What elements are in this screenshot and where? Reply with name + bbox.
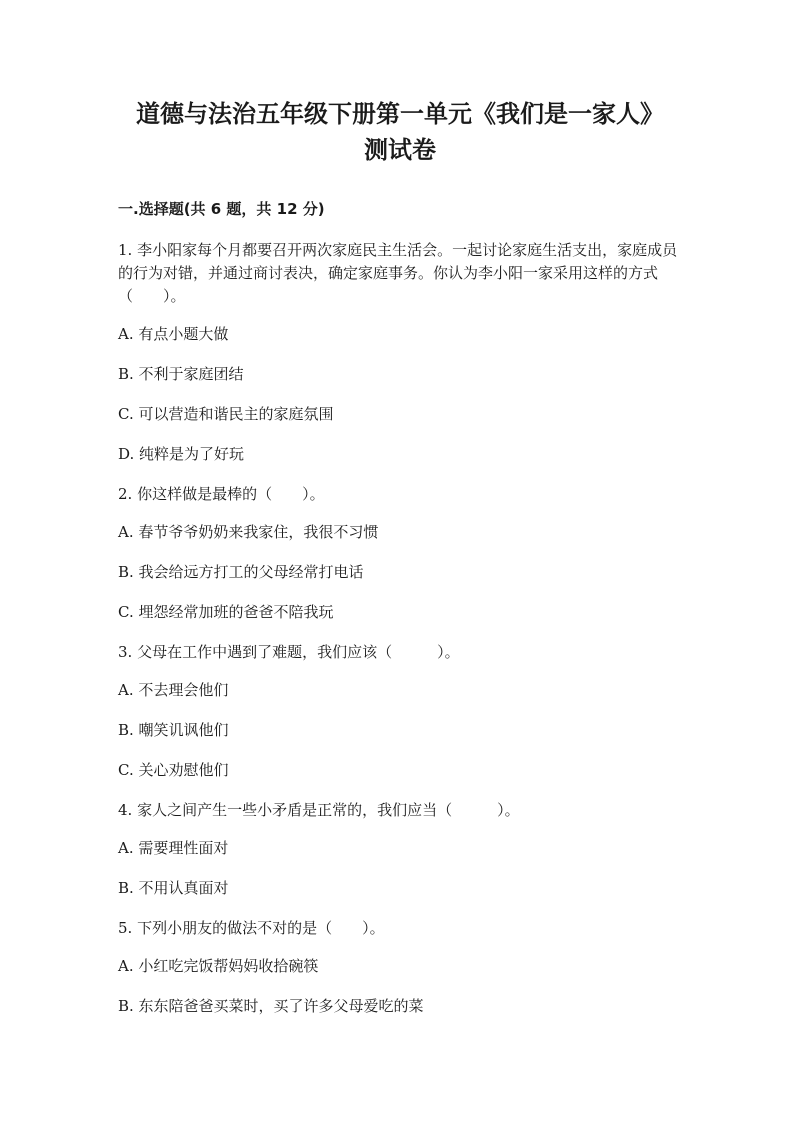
question-block-1 [118,239,682,466]
answer-option: B. 不利于家庭团结 [118,365,244,383]
question-stem: 3. 父母在工作中遇到了难题，我们应该（ ）。 [118,643,460,661]
answer-option: B. 嘲笑讥讽他们 [118,721,229,739]
answer-option: A. 春节爷爷奶奶来我家住，我很不习惯 [118,523,379,541]
title-line-2: 测试卷 [364,136,436,164]
answer-option: B. 我会给远方打工的父母经常打电话 [118,563,364,581]
answer-option: C. 可以营造和谐民主的家庭氛围 [118,405,334,423]
question-block-2 [118,483,682,624]
title-line-1: 道德与法治五年级下册第一单元《我们是一家人》 [136,100,664,128]
answer-option: D. 纯粹是为了好玩 [118,445,245,463]
question-block-5 [118,917,682,1018]
answer-option: B. 不用认真面对 [118,879,229,897]
answer-option: C. 埋怨经常加班的爸爸不陪我玩 [118,603,334,621]
question-stem: 5. 下列小朋友的做法不对的是（ ）。 [118,919,385,937]
answer-option: A. 不去理会他们 [118,681,229,699]
answer-option: B. 东东陪爸爸买菜时，买了许多父母爱吃的菜 [118,997,424,1015]
answer-option: C. 关心劝慰他们 [118,761,229,779]
question-block-3 [118,641,682,782]
question-stem: 2. 你这样做是最棒的（ ）。 [118,485,325,503]
answer-option: A. 小红吃完饭帮妈妈收拾碗筷 [118,957,319,975]
answer-option: A. 需要理性面对 [118,839,229,857]
question-stem: 1. 李小阳家每个月都要召开两次家庭民主生活会。一起讨论家庭生活支出，家庭成员的行为对错，并通过商讨表决，确定家庭事务。你认为李小阳一家采用这样的方式（ ）。 [118,241,678,305]
page-title [118,96,682,168]
question-stem: 4. 家人之间产生一些小矛盾是正常的，我们应当（ ）。 [118,801,520,819]
question-block-4 [118,799,682,900]
answer-option: A. 有点小题大做 [118,325,229,343]
section-heading: 一.选择题(共 6 题，共 12 分) [118,200,325,218]
